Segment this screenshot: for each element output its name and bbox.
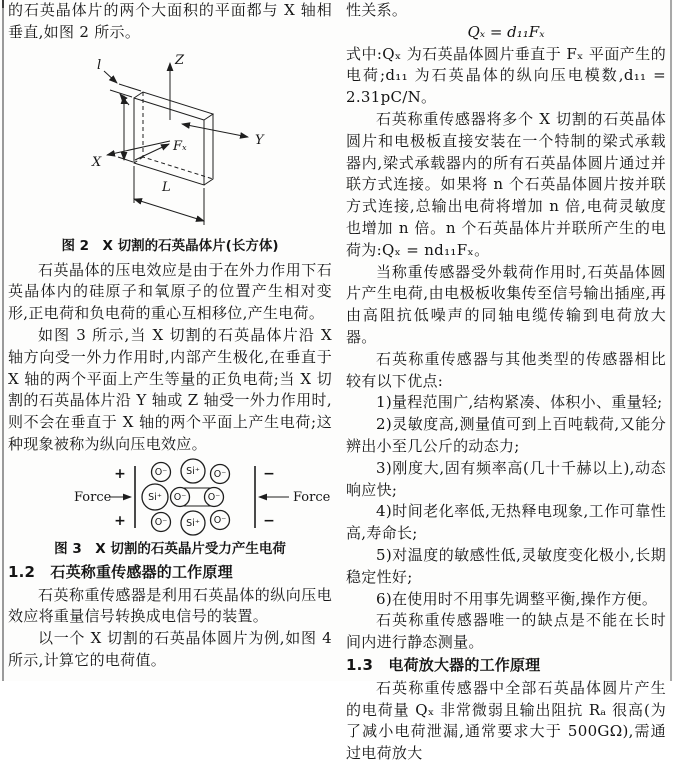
figure-3-drawing bbox=[73, 459, 331, 537]
atom-label-o: O⁻ bbox=[173, 491, 187, 503]
atom-label-o: O⁻ bbox=[154, 466, 168, 478]
atom-label-o: O⁻ bbox=[213, 514, 227, 526]
force-label-left: Force bbox=[74, 489, 112, 505]
paragraph-load-response: 当称重传感器受外载荷作用时,石英晶体圆片产生电荷,由电极板收集传至信号输出插座,再由高阻抗低噪声的同轴电缆传输到电荷放大器。 bbox=[346, 262, 666, 346]
left-column bbox=[8, 0, 332, 681]
paragraph-parallel-connection: 石英称重传感器将多个 X 切割的石英晶体圆片和电极板直接安装在一个特制的梁式承载器内,梁式承载器内的所有石英晶体圆片通过并联方式连接。如果将 n 个石英晶体圆片按并联方式连接,总输出电荷将增加 n 倍,电荷灵敏度也增加 n 倍。n 个石英晶体片并联所产生的电荷为:Qₓ = nd₁₁Fₓ。 bbox=[346, 109, 666, 259]
paragraph-sensor-definition: 石英称重传感器是利用石英晶体的纵向压电效应将重量信号转换成电信号的装置。 bbox=[8, 585, 332, 626]
force-label-right: Force bbox=[293, 489, 331, 505]
advantage-item-1: 1)量程范围广,结构紧凑、体积小、重量轻; bbox=[376, 393, 663, 412]
paragraph-piezoelectric-effect: 石英晶体的压电效应是由于在外力作用下石英晶体内的硅原子和氧原子的位置产生相对变形,正电荷和负电荷的重心互相移位,产生电荷。 bbox=[8, 260, 332, 323]
paragraph-formula-explanation: 式中:Qₓ 为石英晶体圆片垂直于 Fₓ 平面产生的电荷;d₁₁ 为石英晶体的纵向压电模数,d₁₁ = 2.31pC/N。 bbox=[346, 44, 666, 107]
atom-label-o: O⁻ bbox=[154, 516, 168, 528]
force-label-fx: Fₓ bbox=[173, 138, 187, 154]
axis-label-y: Y bbox=[255, 132, 264, 148]
minus-sign-top: − bbox=[263, 465, 275, 482]
dimension-label-length: L bbox=[162, 179, 171, 195]
advantage-item-3: 3)刚度大,固有频率高(几十千赫以上),动态响应快; bbox=[346, 458, 666, 499]
right-scan-edge bbox=[670, 0, 672, 681]
paragraph-drawback: 石英称重传感器唯一的缺点是不能在长时间内进行静态测量。 bbox=[346, 611, 666, 652]
figure-2-caption: 图 2 X 切割的石英晶体片(长方体) bbox=[61, 237, 279, 254]
minus-sign-bottom: − bbox=[263, 512, 275, 529]
atom-label-si: Si⁺ bbox=[186, 465, 200, 477]
paragraph-crystal-cut-continuation: 的石英晶体片的两个大面积的平面都与 X 轴相垂直,如图 2 所示。 bbox=[8, 1, 332, 41]
advantage-item-4: 4)时间老化率低,无热释电现象,工作可靠性高,寿命长; bbox=[346, 502, 666, 543]
axis-label-z: Z bbox=[175, 52, 185, 68]
force-arrows bbox=[74, 490, 331, 505]
figure-3 bbox=[8, 459, 332, 559]
paragraph-disc-example: 以一个 X 切割的石英晶体圆片为例,如图 4 所示,计算它的电荷值。 bbox=[8, 629, 332, 669]
figure-2-drawing bbox=[36, 50, 336, 234]
atom-label-si: Si⁺ bbox=[186, 517, 200, 529]
figure-3-caption: 图 3 X 切割的石英晶片受力产生电荷 bbox=[54, 540, 286, 557]
atom-label-o: O⁻ bbox=[213, 468, 227, 480]
dimension-lines bbox=[104, 71, 204, 225]
axis-label-x: X bbox=[92, 154, 102, 170]
right-column bbox=[346, 0, 666, 763]
section-heading-1-3: 1.3 电荷放大器的工作原理 bbox=[346, 655, 541, 674]
figure-2 bbox=[8, 50, 332, 256]
dimension-label-thickness: l bbox=[97, 57, 102, 73]
left-scan-edge bbox=[2, 0, 4, 681]
atom-label-o: O⁻ bbox=[207, 491, 221, 503]
paragraph-x-cut-polarization: 如图 3 所示,当 X 切割的石英晶体片沿 X 轴方向受一外力作用时,内部产生极化,在垂直于 X 轴的两个平面上产生等量的正负电荷;当 X 切割的石英晶体片沿 Y 轴或 Z 轴受一外力作用时,则不会在垂直于 X 轴的两个平面上产生电荷;这种现象被称为纵向压电效应。 bbox=[8, 325, 332, 453]
paragraph-charge-amplifier: 石英称重传感器中全部石英晶体圆片产生的电荷量 Qₓ 非常微弱且输出阻抗 Rₐ 很高(为了减小电荷泄漏,通常要求大于 500GΩ),需通过电荷放大 bbox=[346, 678, 666, 763]
atom-label-si: Si⁺ bbox=[148, 491, 162, 503]
paragraph-linear-relation-continuation: 性关系。 bbox=[346, 1, 408, 19]
formula-charge-equation: Qₓ = d₁₁Fₓ bbox=[467, 22, 545, 41]
atom-lattice bbox=[142, 459, 230, 535]
advantage-item-6: 6)在使用时不用事先调整平衡,操作方便。 bbox=[376, 589, 658, 608]
advantage-item-5: 5)对温度的敏感性低,灵敏度变化极小,长期稳定性好; bbox=[346, 545, 666, 586]
plus-sign-bottom: + bbox=[114, 512, 126, 529]
advantage-item-2: 2)灵敏度高,测量值可到上百吨载荷,又能分辨出小至几公斤的动态力; bbox=[346, 415, 666, 455]
section-heading-1-2: 1.2 石英称重传感器的工作原理 bbox=[8, 562, 233, 581]
plus-sign-top: + bbox=[114, 465, 126, 482]
paragraph-comparison-intro: 石英称重传感器与其他类型的传感器相比较有以下优点: bbox=[346, 349, 666, 390]
